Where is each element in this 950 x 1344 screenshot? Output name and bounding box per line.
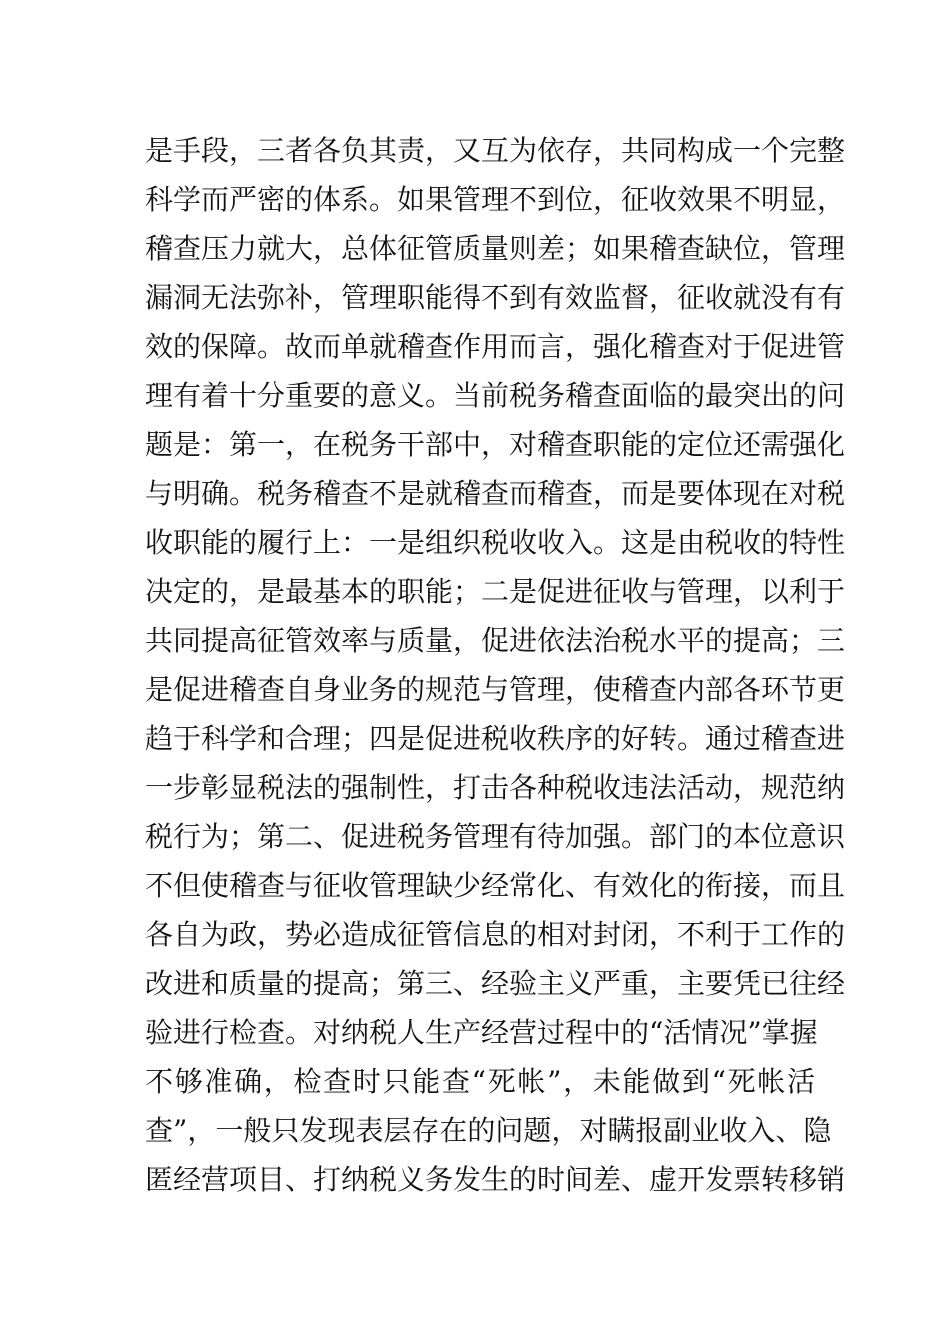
text-line-22: 匿经营项目、打纳税义务发生的时间差、虚开发票转移销 <box>145 1163 846 1196</box>
text-line-17: 各自为政，势必造成征管信息的相对封闭，不利于工作的 <box>145 918 846 951</box>
text-line-16: 不但使稽查与征收管理缺少经常化、有效化的衔接，而且 <box>145 869 846 902</box>
text-line-4: 漏洞无法弥补，管理职能得不到有效监督，征收就没有有 <box>145 281 846 314</box>
text-line-15: 税行为；第二、促进税务管理有待加强。部门的本位意识 <box>145 820 846 853</box>
text-line-10: 决定的，是最基本的职能；二是促进征收与管理，以利于 <box>145 575 846 608</box>
text-line-6: 理有着十分重要的意义。当前税务稽查面临的最突出的问 <box>145 379 846 412</box>
text-line-21: 查”，一般只发现表层存在的问题，对瞒报副业收入、隐 <box>145 1114 832 1147</box>
text-line-12: 是促进稽查自身业务的规范与管理，使稽查内部各环节更 <box>145 673 846 706</box>
text-line-2: 科学而严密的体系。如果管理不到位，征收效果不明显， <box>145 183 846 216</box>
text-line-8: 与明确。税务稽查不是就稽查而稽查，而是要体现在对税 <box>145 477 846 510</box>
text-line-5: 效的保障。故而单就稽查作用而言，强化稽查对于促进管 <box>145 330 846 363</box>
text-line-9: 收职能的履行上：一是组织税收收入。这是由税收的特性 <box>145 526 846 559</box>
text-line-3: 稽查压力就大，总体征管质量则差；如果稽查缺位，管理 <box>145 232 846 265</box>
text-line-19: 验进行检查。对纳税人生产经营过程中的“活情况”掌握 <box>145 1016 818 1049</box>
text-line-14: 一步彰显税法的强制性，打击各种税收违法活动，规范纳 <box>145 771 846 804</box>
text-line-11: 共同提高征管效率与质量，促进依法治税水平的提高；三 <box>145 624 846 657</box>
text-line-1: 是手段，三者各负其责，又互为依存，共同构成一个完整 <box>145 134 846 167</box>
text-line-7: 题是：第一，在税务干部中，对稽查职能的定位还需强化 <box>145 428 846 461</box>
text-line-20: 不够准确，检查时只能查“死帐”，未能做到“死帐活 <box>145 1065 815 1098</box>
text-line-18: 改进和质量的提高；第三、经验主义严重，主要凭已往经 <box>145 967 846 1000</box>
body-paragraph <box>145 126 846 1204</box>
text-line-13: 趋于科学和合理；四是促进税收秩序的好转。通过稽查进 <box>145 722 846 755</box>
